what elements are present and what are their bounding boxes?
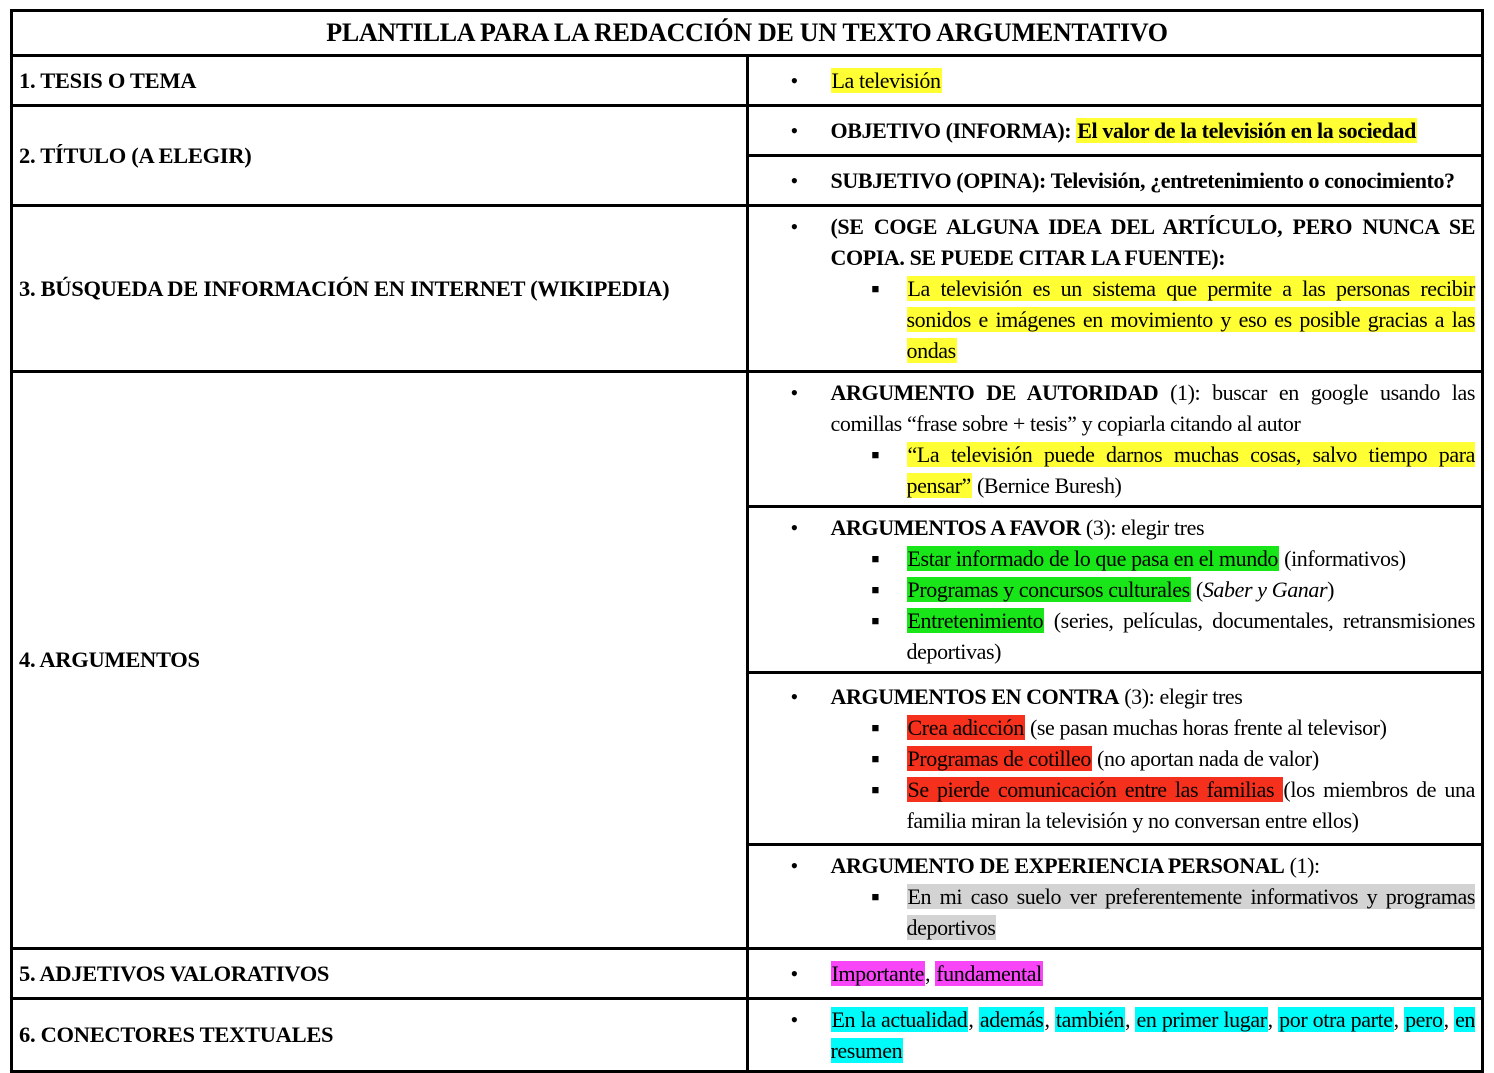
highlighted-text: además xyxy=(979,1007,1044,1032)
bullet-item xyxy=(749,377,1476,439)
bullet-item xyxy=(749,65,1476,96)
sub-bullet-item xyxy=(749,605,1476,667)
title-row xyxy=(12,11,1483,56)
row-content xyxy=(747,372,1483,507)
text-segment: (Bernice Buresh) xyxy=(971,473,1122,498)
highlighted-text: Estar informado de lo que pasa en el mundo xyxy=(907,546,1279,571)
highlighted-text: Programas y concursos culturales xyxy=(907,577,1190,602)
table-row xyxy=(12,106,1483,156)
row-content xyxy=(747,56,1483,106)
bullet-item xyxy=(749,211,1476,273)
highlighted-text: Crea adicción xyxy=(907,715,1024,740)
table-row xyxy=(12,56,1483,106)
text-segment: SUBJETIVO (OPINA): Televisión, ¿entretenimiento o conocimiento? xyxy=(830,168,1455,193)
text-segment: (3): elegir tres xyxy=(1080,515,1205,540)
row-label: 5. ADJETIVOS VALORATIVOS xyxy=(12,949,748,999)
text-segment: ARGUMENTOS EN CONTRA xyxy=(830,684,1120,709)
highlighted-text: en resumen xyxy=(830,1007,1476,1063)
sub-bullet-item xyxy=(749,881,1476,943)
row-content xyxy=(747,507,1483,673)
text-segment: ) xyxy=(1327,577,1335,602)
row-content xyxy=(747,156,1483,206)
row-label: 1. TESIS O TEMA xyxy=(12,56,748,106)
text-segment: , xyxy=(1393,1007,1405,1032)
text-segment: (los miembros de una familia miran la televisión y no conversan entre ellos) xyxy=(906,777,1475,833)
sub-bullet-item xyxy=(749,712,1476,743)
text-segment: (no aportan nada de valor) xyxy=(1091,746,1319,771)
text-segment: (1): buscar en google usando las comillas “frase sobre + tesis” y copiarla citando al autor xyxy=(830,380,1475,436)
text-segment: ARGUMENTOS A FAVOR xyxy=(830,515,1081,540)
table-row xyxy=(12,949,1483,999)
row-content xyxy=(747,206,1483,372)
text-segment: (informativos) xyxy=(1279,546,1406,571)
sub-bullet-item xyxy=(749,743,1476,774)
highlighted-text: fundamental xyxy=(936,961,1042,986)
highlighted-text: en primer lugar xyxy=(1136,1007,1267,1032)
text-segment: ARGUMENTO DE EXPERIENCIA PERSONAL xyxy=(830,853,1285,878)
text-segment: (3): elegir tres xyxy=(1119,684,1243,709)
text-segment: (SE COGE ALGUNA IDEA DEL ARTÍCULO, PERO NUNCA SE COPIA. SE PUEDE CITAR LA FUENTE): xyxy=(830,214,1475,270)
sub-bullet-item xyxy=(749,574,1476,605)
sub-bullet-item xyxy=(749,273,1476,366)
highlighted-text: Programas de cotilleo xyxy=(907,746,1091,771)
highlighted-text: “La televisión puede darnos muchas cosas, salvo tiempo para pensar” xyxy=(906,442,1475,498)
row-content xyxy=(747,949,1483,999)
text-segment: , xyxy=(1044,1007,1055,1032)
text-segment: ARGUMENTO DE AUTORIDAD xyxy=(830,380,1159,405)
text-segment: , xyxy=(1267,1007,1279,1032)
text-segment: OBJETIVO (INFORMA): xyxy=(830,118,1077,143)
highlighted-text: El valor de la televisión en la sociedad xyxy=(1077,118,1416,143)
highlighted-text: pero xyxy=(1405,1007,1443,1032)
row-content xyxy=(747,845,1483,949)
highlighted-text: Entretenimiento xyxy=(907,608,1044,633)
text-segment: ( xyxy=(1190,577,1203,602)
row-label: 2. TÍTULO (A ELEGIR) xyxy=(12,106,748,206)
highlighted-text: La televisión es un sistema que permite a las personas recibir sonidos e imágenes en movimiento y eso es posible gracias a las ondas xyxy=(906,276,1475,363)
table-row xyxy=(12,372,1483,507)
text-segment: (series, películas, documentales, retransmisiones deportivas) xyxy=(906,608,1475,664)
highlighted-text: Se pierde comunicación entre las familias xyxy=(907,777,1283,802)
highlighted-text: En mi caso suelo ver preferentemente informativos y programas deportivos xyxy=(906,884,1475,940)
text-segment: , xyxy=(968,1007,979,1032)
bullet-item xyxy=(749,165,1476,196)
text-segment: Saber y Ganar xyxy=(1202,577,1328,602)
bullet-item xyxy=(749,1004,1476,1066)
sub-bullet-item xyxy=(749,543,1476,574)
row-content xyxy=(747,106,1483,156)
text-segment: , xyxy=(925,961,936,986)
bullet-item xyxy=(749,850,1476,881)
argumentative-text-template-table xyxy=(10,9,1484,1073)
bullet-item xyxy=(749,512,1476,543)
table-row xyxy=(12,206,1483,372)
text-segment: , xyxy=(1443,1007,1455,1032)
bullet-item xyxy=(749,958,1476,989)
table-row xyxy=(12,999,1483,1072)
text-segment: (se pasan muchas horas frente al televisor) xyxy=(1024,715,1387,740)
row-label: 6. CONECTORES TEXTUALES xyxy=(12,999,748,1072)
bullet-item xyxy=(749,681,1476,712)
row-content xyxy=(747,673,1483,845)
highlighted-text: La televisión xyxy=(831,68,941,93)
sub-bullet-item xyxy=(749,774,1476,836)
highlighted-text: Importante xyxy=(831,961,925,986)
row-label: 4. ARGUMENTOS xyxy=(12,372,748,949)
sub-bullet-item xyxy=(749,439,1476,501)
highlighted-text: por otra parte xyxy=(1279,1007,1393,1032)
row-content xyxy=(747,999,1483,1072)
text-segment: (1): xyxy=(1284,853,1320,878)
text-segment: , xyxy=(1125,1007,1136,1032)
bullet-item xyxy=(749,115,1476,146)
highlighted-text: también xyxy=(1055,1007,1124,1032)
row-label: 3. BÚSQUEDA DE INFORMACIÓN EN INTERNET (WIKIPEDIA) xyxy=(12,206,748,372)
highlighted-text: En la actualidad xyxy=(831,1007,968,1032)
document-title: PLANTILLA PARA LA REDACCIÓN DE UN TEXTO ARGUMENTATIVO xyxy=(12,11,1483,56)
